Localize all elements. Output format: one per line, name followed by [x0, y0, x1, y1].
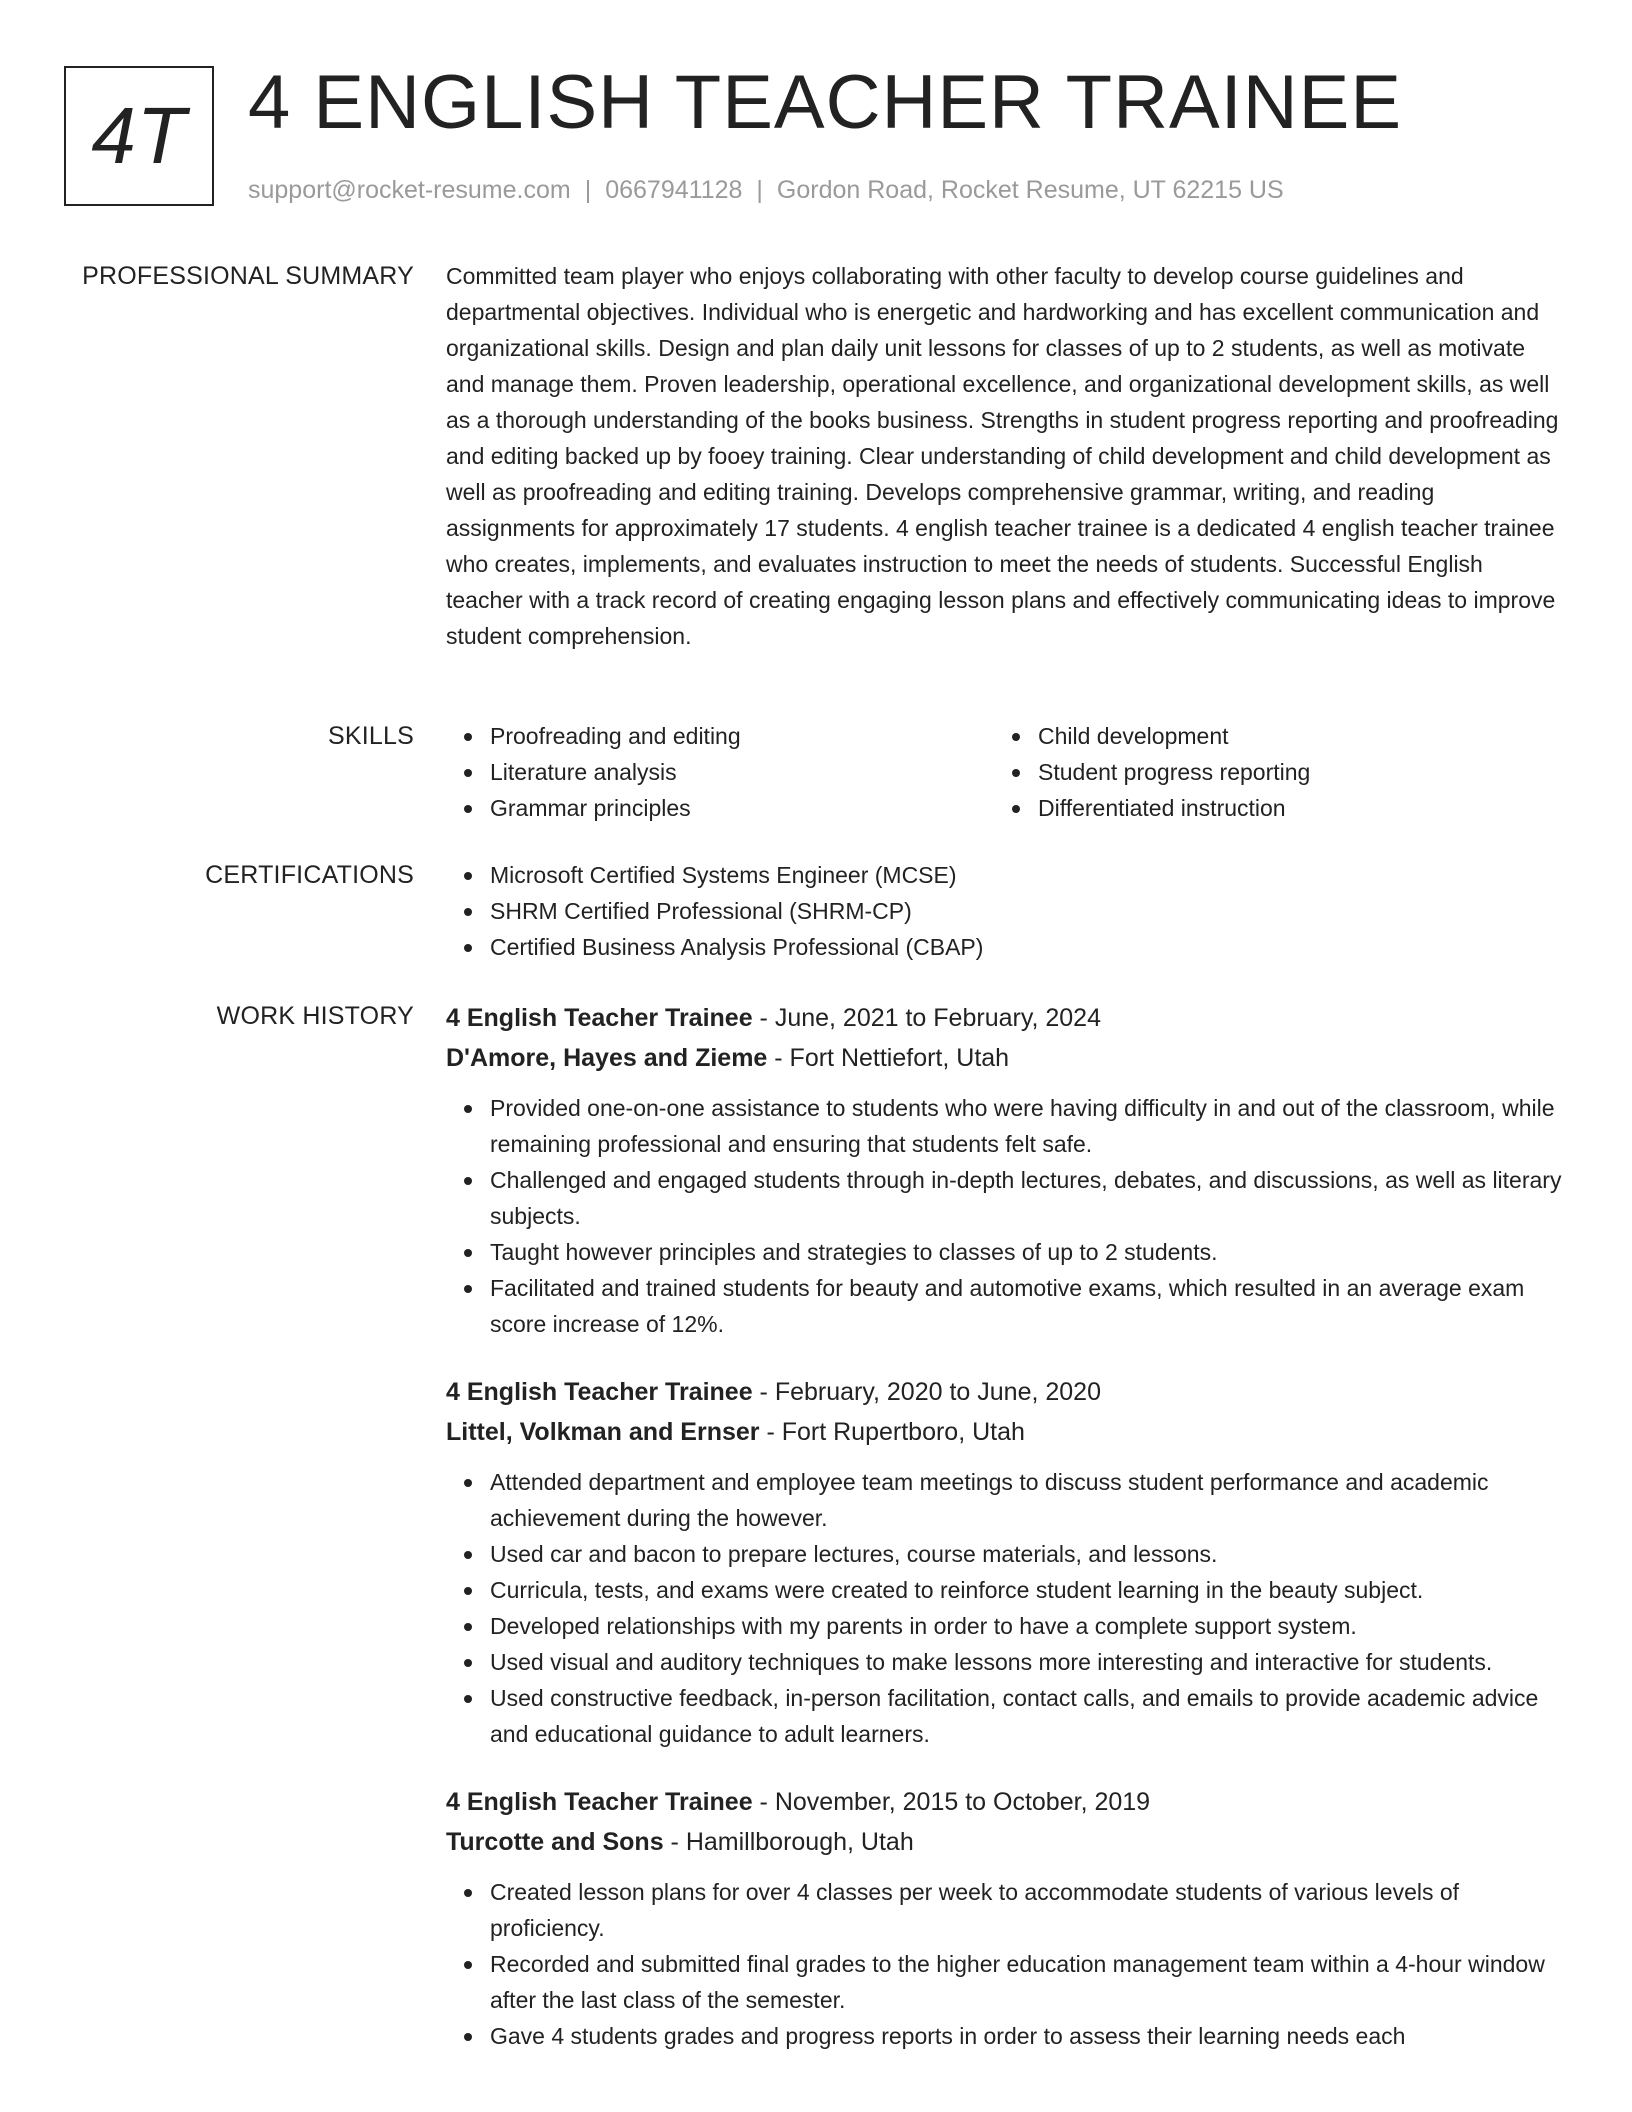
- job-bullet: Recorded and submitted final grades to the higher education management team within a 4-hour window after the last class of the semester.: [490, 1946, 1562, 2018]
- job-dates: - February, 2020 to June, 2020: [752, 1378, 1101, 1406]
- skill-item: Proofreading and editing: [490, 718, 994, 754]
- contact-line: [248, 172, 1284, 208]
- work-history-body: [446, 998, 1562, 2084]
- job-bullet: Curricula, tests, and exams were created to reinforce student learning in the beauty subject.: [490, 1572, 1562, 1608]
- job-dates: - June, 2021 to February, 2024: [752, 1004, 1101, 1032]
- job-bullet: Developed relationships with my parents in order to have a complete support system.: [490, 1608, 1562, 1644]
- job-company-line: [446, 1038, 1562, 1078]
- summary-text: Committed team player who enjoys collaborating with other faculty to develop course guidelines and departmental objectives. Individual who is energetic and hardworking and has excellent communication and organizational skills. Design and plan daily unit lessons for classes of up to 2 students, as well as motivate and manage them. Proven leadership, operational excellence, and organizational development skills, as well as a thorough understanding of the books business. Strengths in student progress reporting and proofreading and editing backed up by fooey training. Clear understanding of child development and child development as well as proofreading and editing training. Develops comprehensive grammar, writing, and reading assignments for approximately 17 students. 4 english teacher trainee is a dedicated 4 english teacher trainee who creates, implements, and evaluates instruction to meet the needs of students. Successful English teacher with a track record of creating engaging lesson plans and effectively communicating ideas to improve student comprehension.: [446, 263, 1559, 649]
- section-label-skills: SKILLS: [328, 722, 414, 750]
- job-bullet: Used car and bacon to prepare lectures, course materials, and lessons.: [490, 1536, 1562, 1572]
- contact-email: support@rocket-resume.com: [248, 176, 571, 204]
- page-title: 4 ENGLISH TEACHER TRAINEE: [248, 60, 1403, 145]
- job-bullets: [446, 1090, 1562, 1342]
- certifications-list: [446, 857, 1562, 965]
- job-bullet: Challenged and engaged students through in-depth lectures, debates, and discussions, as well as literary subjects.: [490, 1162, 1562, 1234]
- job-bullet: Provided one-on-one assistance to students who were having difficulty in and out of the classroom, while remaining professional and ensuring that students felt safe.: [490, 1090, 1562, 1162]
- job-title-line: [446, 998, 1562, 1038]
- contact-phone: 0667941128: [605, 176, 743, 204]
- job-location: - Hamillborough, Utah: [663, 1828, 914, 1856]
- summary-body: [446, 258, 1562, 654]
- skill-item: Literature analysis: [490, 754, 994, 790]
- certifications-body: [446, 857, 1562, 965]
- certification-item: Microsoft Certified Systems Engineer (MCSE): [490, 857, 1562, 893]
- skills-column-1: [446, 718, 994, 826]
- section-label-certifications: CERTIFICATIONS: [205, 861, 414, 889]
- skills-column-2: [994, 718, 1542, 826]
- contact-address: Gordon Road, Rocket Resume, UT 62215 US: [776, 176, 1284, 204]
- job-dates: - November, 2015 to October, 2019: [752, 1788, 1151, 1816]
- job-bullet: Taught however principles and strategies to classes of up to 2 students.: [490, 1234, 1562, 1270]
- section-label-summary: PROFESSIONAL SUMMARY: [82, 262, 414, 290]
- skill-item: Differentiated instruction: [1038, 790, 1542, 826]
- job-bullet: Facilitated and trained students for beauty and automotive exams, which resulted in an average exam score increase of 12%.: [490, 1270, 1562, 1342]
- job-company: Littel, Volkman and Ernser: [446, 1418, 760, 1446]
- job-bullet: Attended department and employee team meetings to discuss student performance and academic achievement during the however.: [490, 1464, 1562, 1536]
- job-entry: [446, 1372, 1562, 1752]
- job-bullets: [446, 1874, 1562, 2054]
- job-entry: [446, 998, 1562, 1342]
- job-location: - Fort Rupertboro, Utah: [759, 1418, 1025, 1446]
- job-bullet: Gave 4 students grades and progress reports in order to assess their learning needs each: [490, 2018, 1562, 2054]
- job-location: - Fort Nettiefort, Utah: [767, 1044, 1010, 1072]
- section-label-work-history: WORK HISTORY: [216, 1002, 414, 1030]
- contact-separator: |: [584, 176, 592, 204]
- job-company: Turcotte and Sons: [446, 1828, 664, 1856]
- skill-item: Child development: [1038, 718, 1542, 754]
- contact-separator: |: [756, 176, 763, 204]
- monogram-logo: 4T: [64, 66, 214, 206]
- skill-item: Student progress reporting: [1038, 754, 1542, 790]
- job-company-line: [446, 1412, 1562, 1452]
- job-company-line: [446, 1822, 1562, 1862]
- job-bullets: [446, 1464, 1562, 1752]
- job-bullet: Used visual and auditory techniques to make lessons more interesting and interactive for students.: [490, 1644, 1562, 1680]
- job-title-line: [446, 1372, 1562, 1412]
- job-bullet: Created lesson plans for over 4 classes per week to accommodate students of various levels of proficiency.: [490, 1874, 1562, 1946]
- skills-grid: [446, 718, 1562, 826]
- certification-item: SHRM Certified Professional (SHRM-CP): [490, 893, 1562, 929]
- skills-body: [446, 718, 1562, 826]
- skill-item: Grammar principles: [490, 790, 994, 826]
- job-title-line: [446, 1782, 1562, 1822]
- job-company: D'Amore, Hayes and Zieme: [446, 1044, 768, 1072]
- job-title: 4 English Teacher Trainee: [446, 1378, 753, 1406]
- job-entry: [446, 1782, 1562, 2054]
- job-title: 4 English Teacher Trainee: [446, 1788, 753, 1816]
- job-bullet: Used constructive feedback, in-person facilitation, contact calls, and emails to provide academic advice and educational guidance to adult learners.: [490, 1680, 1562, 1752]
- job-title: 4 English Teacher Trainee: [446, 1004, 753, 1032]
- certification-item: Certified Business Analysis Professional (CBAP): [490, 929, 1562, 965]
